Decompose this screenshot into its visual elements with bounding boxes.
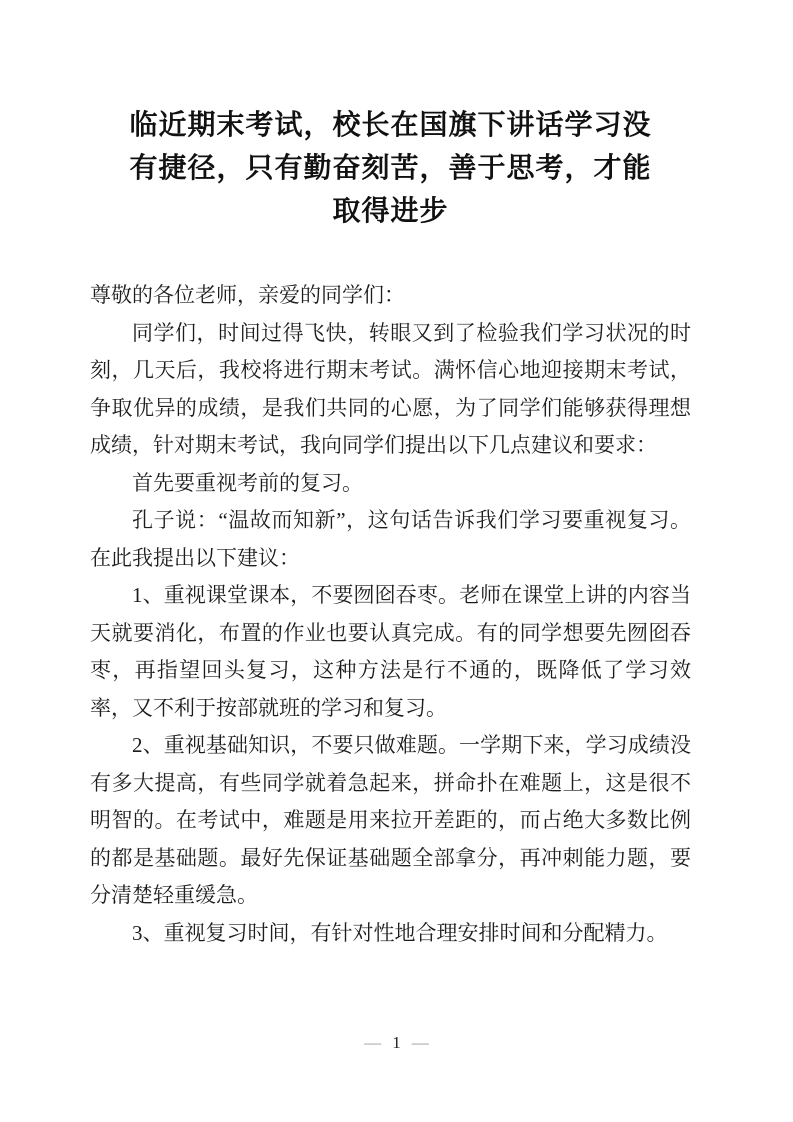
title-line: 有捷径，只有勤奋刻苦，善于思考，才能	[129, 153, 652, 184]
salutation-paragraph: 尊敬的各位老师，亲爱的同学们：	[90, 283, 405, 307]
footer-dash-right: —	[411, 1033, 429, 1052]
document-body	[90, 277, 691, 952]
paragraph: 1、重视课堂课本，不要囫囵吞枣。老师在课堂上讲的内容当天就要消化，布置的作业也要认真完成。有的同学想要先囫囵吞枣，再指望回头复习，这种方法是行不通的，既降低了学习效率，又不利于按部就班的学习和复习。	[90, 583, 691, 720]
footer-dash-left: —	[364, 1033, 382, 1052]
title-line: 取得进步	[332, 196, 449, 227]
title-line: 临近期末考试，校长在国旗下讲话学习没	[129, 110, 652, 141]
paragraph: 首先要重视考前的复习。	[132, 470, 363, 495]
page-number: 1	[392, 1033, 401, 1052]
page-footer	[0, 1031, 793, 1055]
paragraph: 同学们，时间过得飞快，转眼又到了检验我们学习状况的时刻，几天后，我校将进行期末考试。满怀信心地迎接期末考试，争取优异的成绩，是我们共同的心愿，为了同学们能够获得理想成绩，针对期末考试，我向同学们提出以下几点建议和要求：	[90, 320, 691, 457]
paragraph: 3、重视复习时间，有针对性地合理安排时间和分配精力。	[132, 920, 668, 945]
paragraph: 2、重视基础知识，不要只做难题。一学期下来，学习成绩没有多大提高，有些同学就着急起来，拼命扑在难题上，这是很不明智的。在考试中，难题是用来拉开差距的，而占绝大多数比例的都是基础题。最好先保证基础题全部拿分，再冲刺能力题，要分清楚轻重缓急。	[90, 733, 691, 907]
document-title	[90, 104, 691, 233]
paragraph: 孔子说：“温故而知新”，这句话告诉我们学习要重视复习。在此我提出以下建议：	[90, 508, 691, 570]
page-content	[0, 104, 793, 952]
